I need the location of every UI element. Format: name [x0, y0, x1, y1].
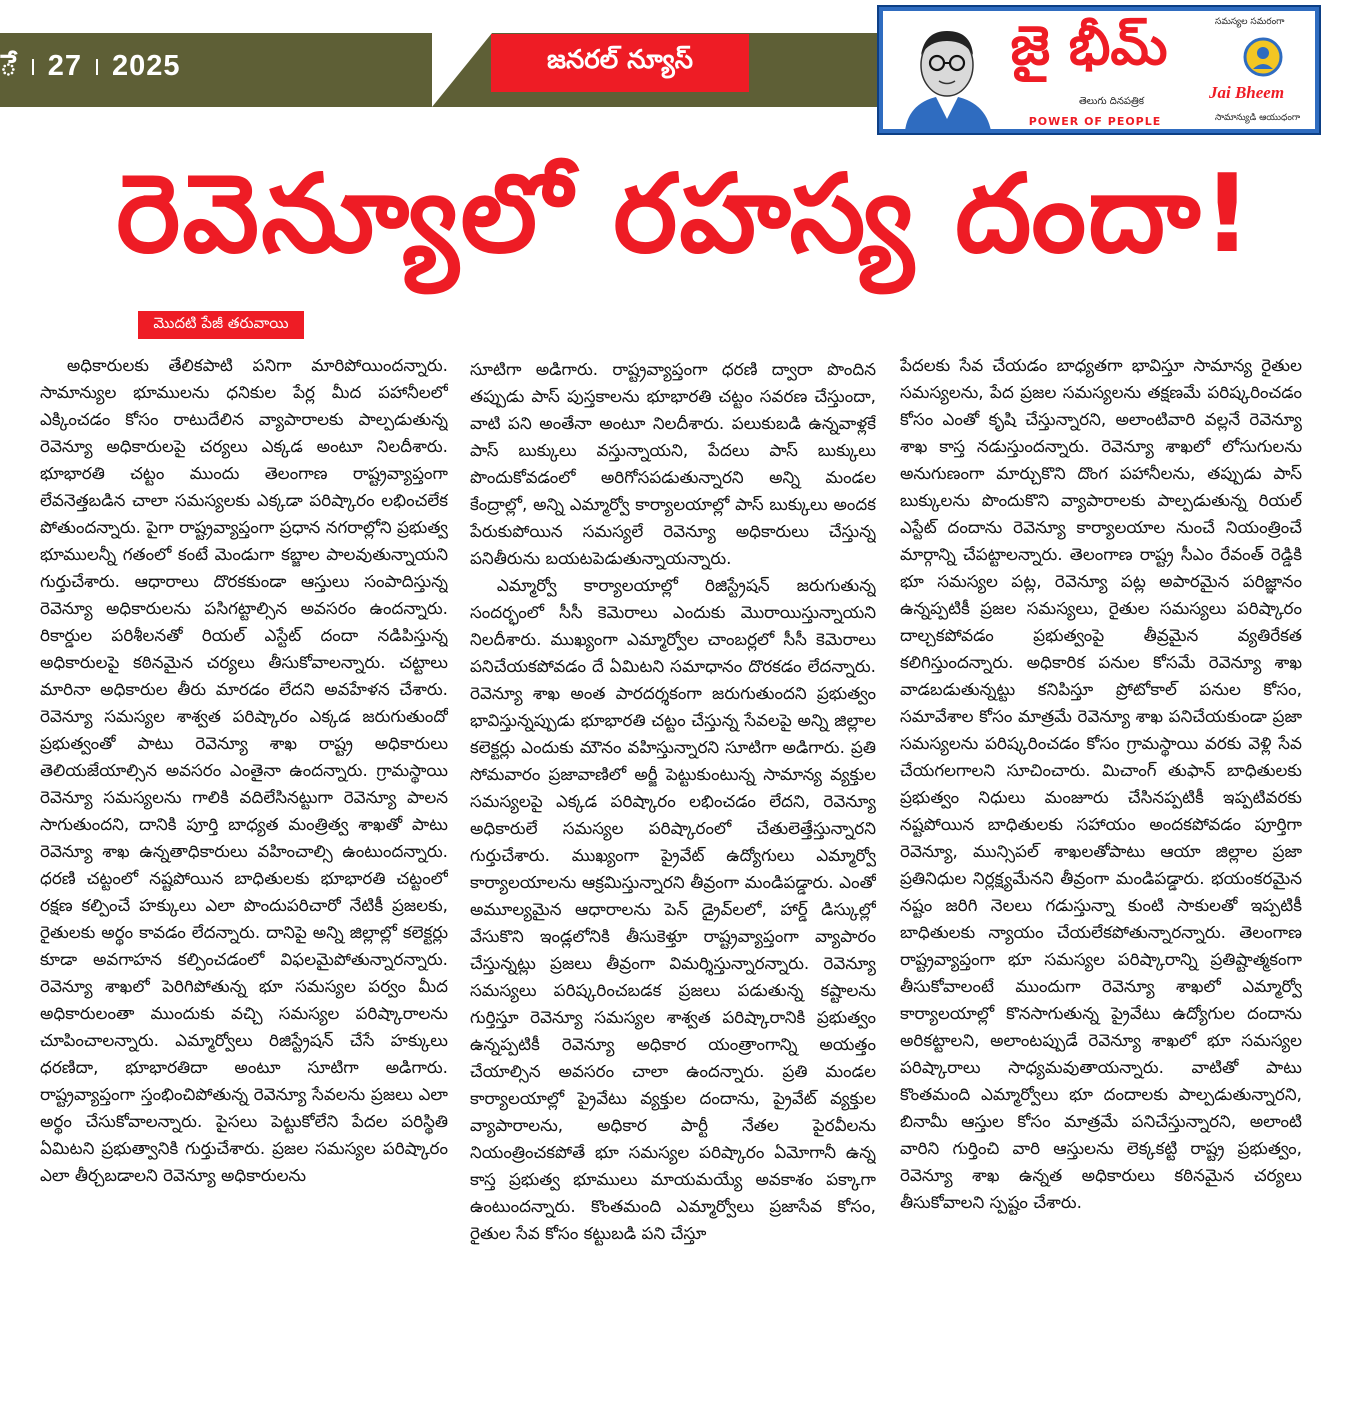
issue-date	[0, 50, 181, 90]
article-column-1	[40, 352, 448, 1392]
logo-brand: Jai Bheem	[1209, 83, 1285, 102]
article-paragraph: ఎమ్మార్వో కార్యాలయాల్లో రిజిస్ట్రేషన్ జరుగుతున్న సందర్భంలో సీసీ కెమెరాలు ఎందుకు మొరాయిస్తున్నాయని నిలదీశారు. ముఖ్యంగా ఎమ్మార్వోల చాంబర్లలో సీసీ కెమెరాలు పనిచేయకపోవడం దే ఏమిటని సమాధానం దొరకడం లేదన్నారు. రెవెన్యూ శాఖ అంత పారదర్శకంగా జరుగుతుందని ప్రభుత్వం భావిస్తున్నప్పుడు భూభారతి చట్టం చేస్తున్న సేవలపై అన్ని జిల్లాల కలెక్టర్లు ఎందుకు మౌనం వహిస్తున్నారని సూటిగా అడిగారు. ప్రతి సోమవారం ప్రజావాణిలో అర్జీ పెట్టుకుంటున్న సామాన్య వ్యక్తుల సమస్యలపై ఎక్కడ పరిష్కారం లభించడం లేదని, రెవెన్యూ అధికారులే సమస్యల పరిష్కారంలో చేతులెత్తేస్తున్నారని గుర్తుచేశారు. ముఖ్యంగా ప్రైవేట్ ఉద్యోగులు ఎమ్మార్వో కార్యాలయాలను ఆక్రమిస్తున్నారని తీవ్రంగా మండిపడ్డారు. ఎంతో అమూల్యమైన ఆధారాలను పెన్ డ్రైవ్‌లలో, హార్డ్ డిస్కుల్లో వేసుకొని ఇండ్లలోనికి తీసుకెళ్తూ రాష్ట్రవ్యాప్తంగా వ్యాపారం చేస్తున్నట్లు ప్రజలు తీవ్రంగా విమర్శిస్తున్నారన్నారు. రెవెన్యూ సమస్యలు పరిష్కరించబడక ప్రజలు పడుతున్న కష్టాలను గుర్తిస్తూ రెవెన్యూ సమస్యల శాశ్వత పరిష్కారానికి ప్రభుత్వం ఉన్నప్పటికీ రెవెన్యూ అధికార యంత్రాంగాన్ని అయత్తం చేయాల్సిన అవసరం చాలా ఉందన్నారు. ప్రతి మండల కార్యాలయాల్లో ప్రైవేటు వ్యక్తుల దందాను, ప్రైవేట్ వ్యక్తుల వ్యాపారాలను, అధికార పార్టీ నేతల పైరవీలను నియంత్రించకపోతే భూ సమస్యల పరిష్కారం ఏమోగానీ ఉన్న కాస్త ప్రభుత్వ భూములు మాయమయ్యే అవకాశం పక్కాగా ఉంటుందన్నారు. కొంతమంది ఎమ్మార్వోలు ప్రజాసేవ కోసం, రైతుల సేవ కోసం కట్టుబడి పని చేస్తూ	[470, 575, 876, 1243]
continuation-kicker: మొదటి పేజీ తరువాయి	[138, 311, 304, 339]
date-separator	[32, 59, 34, 75]
ambedkar-portrait-icon	[895, 19, 999, 131]
section-label: జనరల్ న్యూస్	[491, 34, 749, 92]
logo-top-motto: సమస్యల సమరంగా	[1215, 17, 1285, 27]
article-headline: రెవెన్యూలో రహస్య దందా!	[116, 152, 1254, 277]
logo-tagline: POWER OF PEOPLE	[1028, 115, 1162, 128]
date-day: 27	[47, 50, 83, 82]
logo-title: జై భీమ్	[1010, 14, 1168, 77]
article-paragraph: పేదలకు సేవ చేయడం బాధ్యతగా భావిస్తూ సామాన్య రైతుల సమస్యలను, పేద ప్రజల సమస్యలను తక్షణమే పరిష్కరించడం కోసం ఎంతో కృషి చేస్తున్నారని, అలాంటివారి వల్లనే రెవెన్యూ శాఖ కాస్త నడుస్తుందన్నారు. రెవెన్యూ శాఖలో లోసుగులను అనుగుణంగా మార్చుకొని దొంగ పహానీలను, తప్పుడు పాస్ బుక్కులను పొందుకొని వ్యాపారాలకు పాల్పడుతున్న రియల్ ఎస్టేట్ దందాను రెవెన్యూ కార్యాలయాల నుంచే నియంత్రించే మార్గాన్ని చేపట్టాలన్నారు. తెలంగాణ రాష్ట్ర సీఎం రేవంత్ రెడ్డికి భూ సమస్యల పట్ల, రెవెన్యూ పట్ల అపారమైన పరిజ్ఞానం ఉన్నప్పటికీ ప్రజల సమస్యలు, రైతుల సమస్యలు పరిష్కారం దాల్చకపోవడం ప్రభుత్వంపై తీవ్రమైన వ్యతిరేకత కలిగిస్తుందన్నారు. అధికారిక పనుల కోసమే రెవెన్యూ శాఖ వాడబడుతున్నట్టు కనిపిస్తూ ప్రోటోకాల్ పనుల కోసం, సమావేశాల కోసం మాత్రమే రెవెన్యూ శాఖ పనిచేయకుండా ప్రజా సమస్యలను పరిష్కరించడం కోసం గ్రామస్థాయి వరకు వెళ్లి సేవ చేయగలగాలని సూచించారు. మిచాంగ్ తుఫాన్ బాధితులకు ప్రభుత్వం నిధులు మంజూరు చేసినప్పటికీ ఇప్పటివరకు నష్టపోయిన బాధితులకు సహాయం అందకపోవడం పూర్తిగా రెవెన్యూ, మున్సిపల్ శాఖలతోపాటు ఆయా జిల్లాల ప్రజా ప్రతినిధుల నిర్లక్ష్యమేనని తీవ్రంగా మండిపడ్డారు. భయంకరమైన నష్టం జరిగి నెలలు గడుస్తున్నా కుంటి సాకులతో ఇప్పటికీ బాధితులకు న్యాయం చేయలేకపోతున్నారన్నారు. తెలంగాణ రాష్ట్రవ్యాప్తంగా భూ సమస్యల పరిష్కారాన్ని ప్రతిష్టాత్మకంగా తీసుకోవాలంటే ముందుగా రెవెన్యూ శాఖలో ఎమ్మార్వో కార్యాలయాల్లో కొనసాగుతున్న ప్రైవేటు ఉద్యోగుల దందాను అరికట్టాలని, అలాంటప్పుడే రెవెన్యూ శాఖలో భూ సమస్యల పరిష్కారాలు సాధ్యమవుతాయన్నారు. వాటితో పాటు కొంతమంది ఎమ్మార్వోలు భూ దందాలకు పాల్పడుతున్నారని, బినామీ ఆస్తుల కోసం మాత్రమే పనిచేస్తున్నారని, అలాంటి వారిని గుర్తించి వారి ఆస్తులను లెక్కకట్టి రాష్ట్ర ప్రభుత్వం, రెవెన్యూ శాఖ ఉన్నత అధికారులు కఠినమైన చర్యలు తీసుకోవాలని స్పష్టం చేశారు.	[900, 355, 1302, 1212]
logo-bottom-motto: సామాన్యుడి ఆయుధంగా	[1215, 113, 1301, 123]
masthead-logo	[877, 5, 1321, 135]
date-year: 2025	[112, 50, 181, 82]
jai-bheem-tv-emblem-icon	[1243, 37, 1283, 77]
article-paragraph: సూటిగా అడిగారు. రాష్ట్రవ్యాప్తంగా ధరణి ద్వారా పొందిన తప్పుడు పాస్ పుస్తకాలను భూభారతి చట్టం సవరణ చేస్తుందా, వాటి పని అంతేనా అంటూ నిలదీశారు. పలుకుబడి ఉన్నవాళ్లకే పాస్ బుక్కులు వస్తున్నాయని, పేదలు పాస్ బుక్కులు పొందుకోవడంలో అరిగోసపడుతున్నారని అన్ని మండల కేంద్రాల్లో, అన్ని ఎమ్మార్వో కార్యాలయాల్లో పాస్ బుక్కులు అందక పేరుకుపోయిన సమస్యలే రెవెన్యూ అధికారులు చేస్తున్న పనితీరును బయటపెడుతున్నాయన్నారు.	[470, 359, 876, 568]
header-notch	[432, 33, 492, 107]
article-paragraph: అధికారులకు తేలికపాటి పనిగా మారిపోయిందన్నారు. సామాన్యుల భూములను ధనికుల పేర్ల మీద పహానీలలో ఎక్కించడం కోసం రాటుదేలిన వ్యాపారాలకు పాల్పడుతున్న రెవెన్యూ అధికారులపై చర్యలు ఎక్కడ అంటూ నిలదీశారు. భూభారతి చట్టం ముందు తెలంగాణ రాష్ట్రవ్యాప్తంగా లేవనెత్తబడిన చాలా సమస్యలకు ఎక్కడా పరిష్కారం లభించలేక పోతుందన్నారు. పైగా రాష్ట్రవ్యాప్తంగా ప్రధాన నగరాల్లోని ప్రభుత్వ భూములన్నీ గతంలో కంటే మెండుగా కబ్జాల పాలవుతున్నాయని గుర్తుచేశారు. ఆధారాలు దొరకకుండా ఆస్తులు సంపాదిస్తున్న రెవెన్యూ అధికారులను పసిగట్టాల్సిన అవసరం ఉందన్నారు. రికార్డుల పరిశీలనతో రియల్ ఎస్టేట్ దందా నడిపిస్తున్న అధికారులపై కఠినమైన చర్యలు తీసుకోవాలన్నారు. చట్టాలు మారినా అధికారుల తీరు మారడం లేదని అవహేళన చేశారు. రెవెన్యూ సమస్యల శాశ్వత పరిష్కారం ఎక్కడ జరుగుతుందో ప్రభుత్వంతో పాటు రెవెన్యూ శాఖ రాష్ట్ర అధికారులు తెలియజేయాల్సిన అవసరం ఎంతైనా ఉందన్నారు. గ్రామస్థాయి రెవెన్యూ సమస్యలను గాలికి వదిలేసినట్టుగా రెవెన్యూ పాలన సాగుతుందని, దానికి పూర్తి బాధ్యత మంత్రిత్వ శాఖతో పాటు రెవెన్యూ శాఖ ఉన్నతాధికారులు వహించాల్సి ఉంటుందన్నారు. ధరణి చట్టంలో నష్టపోయిన బాధితులకు భూభారతి చట్టంలో రక్షణ కల్పించే హక్కులు ఎలా పొందుపరిచారో నేటికీ ప్రజలకు, రైతులకు అర్థం కావడం లేదన్నారు. దానిపై అన్ని జిల్లాల్లో కలెక్టర్లు కూడా అవగాహన కల్పించడంలో విఫలమైపోతున్నారన్నారు. రెవెన్యూ శాఖలో పెరిగిపోతున్న భూ సమస్యల పర్వం మీద అధికారులంతా ముందుకు వచ్చి సమస్యల పరిష్కారాలను చూపించాలన్నారు. ఎమ్మార్వోలు రిజిస్ట్రేషన్ చేసే హక్కులు ధరణిదా, భూభారతిదా అంటూ సూటిగా అడిగారు. రాష్ట్రవ్యాప్తంగా స్తంభించిపోతున్న రెవెన్యూ సేవలను ప్రజలు ఎలా అర్థం చేసుకోవాలన్నారు. పైసలు పెట్టుకోలేని పేదల పరిస్థితి ఏమిటని ప్రభుత్వానికి గుర్తుచేశారు. ప్రజల సమస్యల పరిష్కారం ఎలా తీర్చబడాలని రెవెన్యూ అధికారులను	[40, 355, 448, 1185]
date-fragment: ే	[0, 50, 18, 82]
article-column-2	[470, 356, 876, 1396]
date-separator	[96, 59, 98, 75]
article-column-3	[900, 352, 1302, 1392]
logo-subtitle: తెలుగు దినపత్రిక	[1079, 96, 1145, 107]
